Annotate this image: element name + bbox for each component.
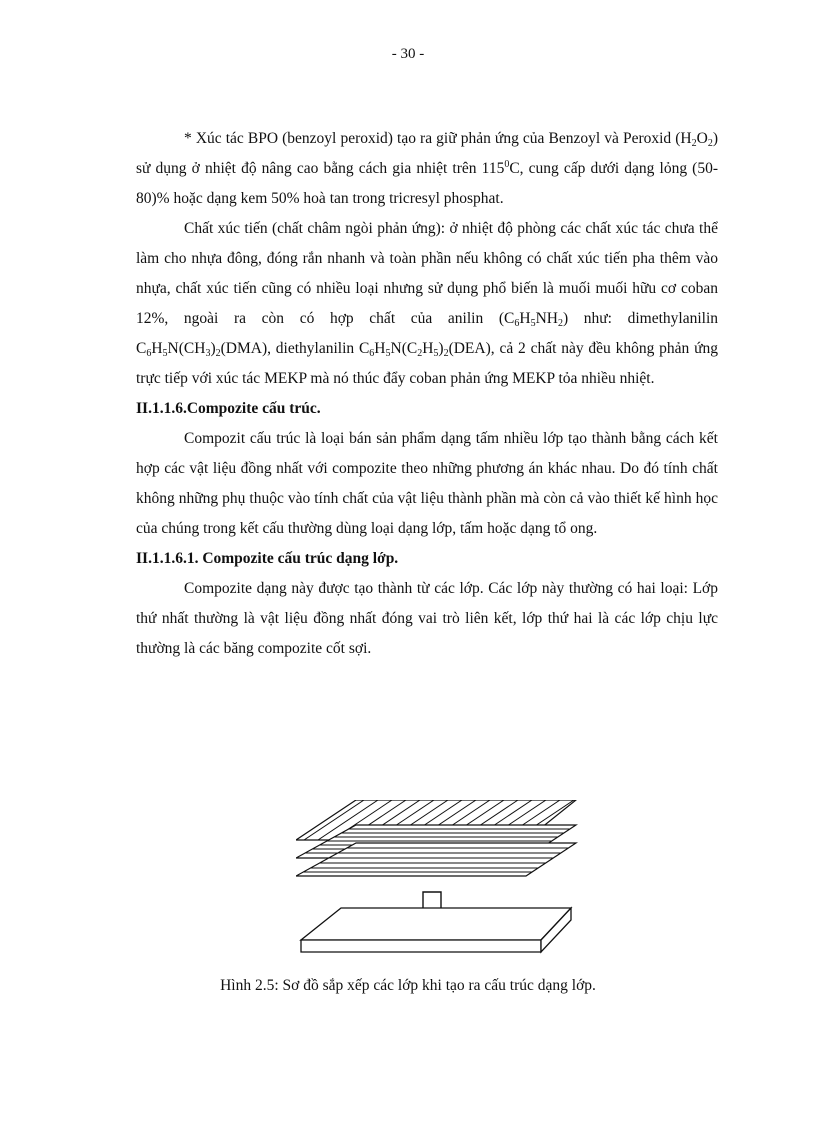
section-heading-structural-composite: II.1.1.6.Compozite cấu trúc. (136, 400, 321, 417)
figure-caption: Hình 2.5: Sơ đồ sắp xếp các lớp khi tạo ra cấu trúc dạng lớp. (220, 977, 596, 994)
paragraph-catalyst-bpo: * Xúc tác BPO (benzoyl peroxid) tạo ra giữ phản ứng của Benzoyl và Peroxid $(H_2O_2)$ sử dụng ở nhiệt độ nâng cao bằng cách gia nhiệt trên $115^0C$, cung cấp dưới dạng lỏng (50- 80)% hoặc dạng kem 50% hoà tan trong tricresyl phosphat. (136, 130, 719, 207)
section-heading-layered-composite: II.1.1.6.1. Compozite cấu trúc dạng lớp. (136, 550, 399, 567)
page-number: - 30 - (391, 46, 425, 62)
paragraph-accelerator: Chất xúc tiến (chất châm ngòi phản ứng): ở nhiệt độ phòng các chất xúc tác chưa thể làm cho nhựa đông, đóng rắn nhanh và toàn phần nếu không có chất xúc tiến pha thêm vào nhựa, chất xúc tiến cũng có nhiều loại nhưng sử dụng phổ biến là muối muối hữu cơ coban 12%, ngoài ra còn có hợp chất của anilin $(C_6H_5NH_2)$ như: dimethylanilin $C_6H_5N(CH_3)_2(DMA)$, diethylanilin $C_6H_5N(C_2H_5)_2(DEA)$, cả 2 chất này đều không phản ứng trực tiếp với xúc tác MEKP mà nó thúc đẩy coban phản ứng MEKP tỏa nhiều nhiệt. (136, 220, 719, 387)
laminated-plate (301, 908, 571, 952)
figure-layer-stacking (296, 800, 586, 968)
paragraph-structural-composite: Compozit cấu trúc là loại bán sản phẩm dạng tấm nhiều lớp tạo thành bằng cách kết hợp các vật liệu đồng nhất với compozite theo những phương án khác nhau. Do đó tính chất không những phụ thuộc vào tính chất của vật liệu thành phần mà còn cả vào thiết kế hình học của chúng trong kết cấu thường dùng loại dạng lớp, tấm hoặc dạng tổ ong. (136, 430, 718, 537)
document-body (136, 124, 718, 664)
paragraph-layered-composite: Compozite dạng này được tạo thành từ các lớp. Các lớp này thường có hai loại: Lớp thứ nhất thường là vật liệu đồng nhất đóng vai trò liên kết, lớp thứ hai là các lớp chịu lực thường là các băng compozite cốt sợi. (136, 580, 718, 657)
